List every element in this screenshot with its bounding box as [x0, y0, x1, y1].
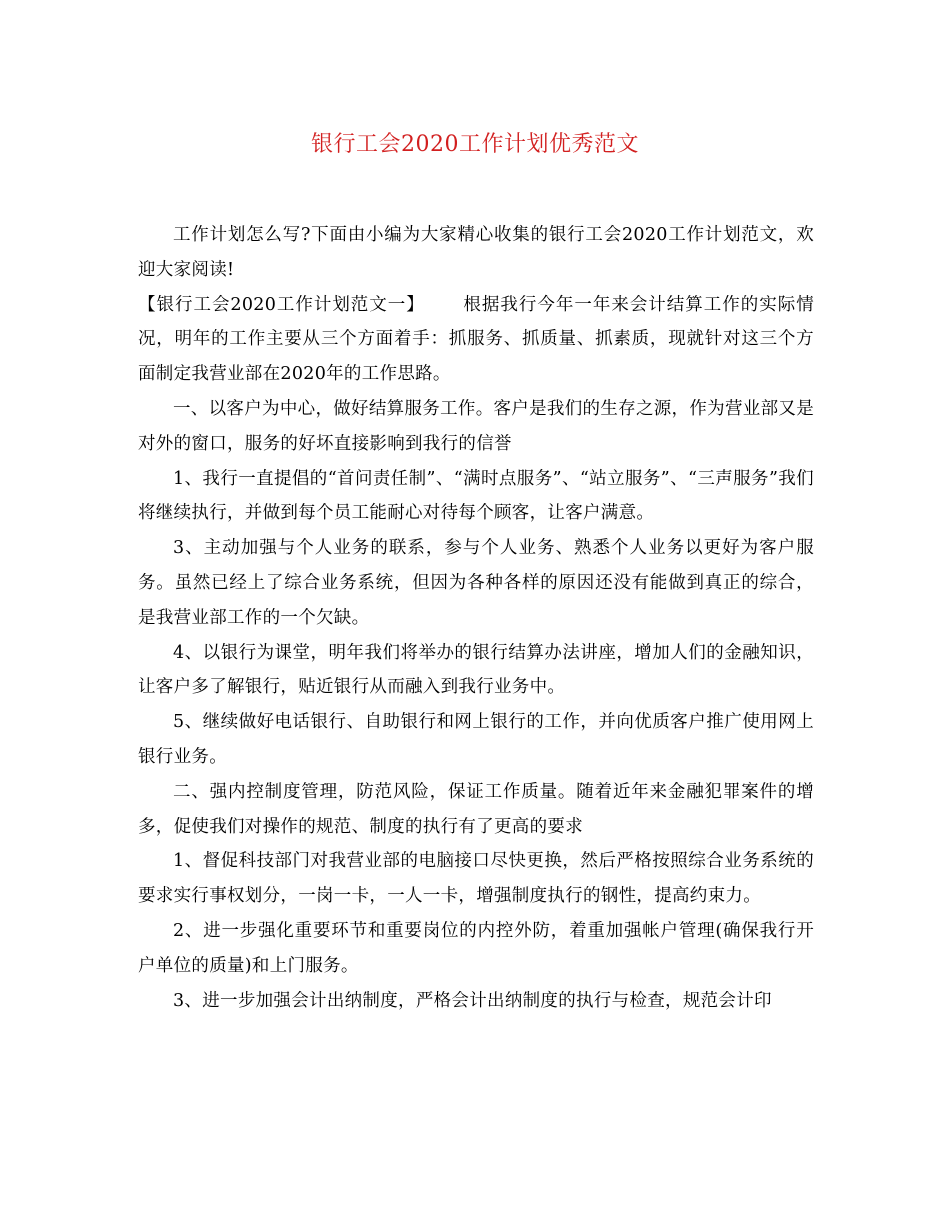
paragraph-8: 2、进一步强化重要环节和重要岗位的内控外防，着重加强帐户管理(确保我行开户单位的质量)和上门服务。 — [138, 920, 814, 976]
paragraph-4: 4、以银行为课堂，明年我们将举办的银行结算办法讲座，增加人们的金融知识，让客户多了解银行，贴近银行从而融入到我行业务中。 — [138, 642, 814, 698]
section-heading: 【银行工会2020工作计划范文一】 — [138, 294, 425, 315]
paragraph-7: 1、督促科技部门对我营业部的电脑接口尽快更换，然后严格按照综合业务系统的要求实行事权划分，一岗一卡，一人一卡，增强制度执行的钢性，提高约束力。 — [138, 851, 814, 907]
paragraph-2: 1、我行一直提倡的“首问责任制”、“满时点服务”、“站立服务”、“三声服务”我们将继续执行，并做到每个员工能耐心对待每个顾客，让客户满意。 — [138, 468, 814, 524]
paragraph-9: 3、进一步加强会计出纳制度，严格会计出纳制度的执行与检查，规范会计印 — [173, 990, 772, 1011]
paragraph-6: 二、强内控制度管理，防范风险，保证工作质量。随着近年来金融犯罪案件的增多，促使我们对操作的规范、制度的执行有了更高的要求 — [138, 781, 814, 837]
section-lead: 根据我行今年一年来会计结算工作的实际情况，明年的工作主要从三个方面着手：抓服务、抓质量、抓素质，现就针对这三个方面制定我营业部在2020年的工作思路。 — [138, 294, 814, 385]
paragraph-1: 一、以客户为中心，做好结算服务工作。客户是我们的生存之源，作为营业部又是对外的窗口，服务的好坏直接影响到我行的信誉 — [138, 398, 814, 454]
document-body — [138, 218, 814, 1018]
section-paragraph — [138, 288, 814, 392]
document-title: 银行工会2020工作计划优秀范文 — [311, 132, 639, 157]
paragraph-3: 3、主动加强与个人业务的联系，参与个人业务、熟悉个人业务以更好为客户服务。虽然已经上了综合业务系统，但因为各种各样的原因还没有能做到真正的综合，是我营业部工作的一个欠缺。 — [138, 538, 814, 628]
paragraph-5: 5、继续做好电话银行、自助银行和网上银行的工作，并向优质客户推广使用网上银行业务。 — [138, 712, 814, 767]
intro-paragraph: 工作计划怎么写?下面由小编为大家精心收集的银行工会2020工作计划范文，欢迎大家阅读! — [138, 225, 814, 280]
